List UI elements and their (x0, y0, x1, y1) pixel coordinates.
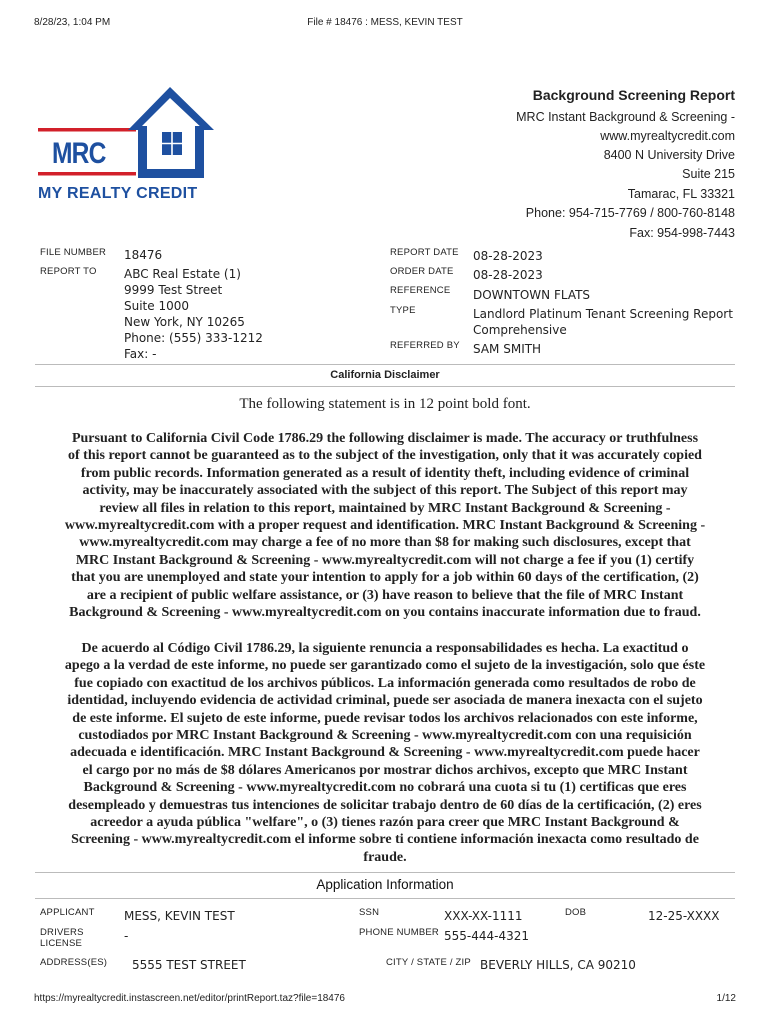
company-line: Tamarac, FL 33321 (627, 187, 735, 201)
disclaimer-line: Screening - www.myrealtycredit.com el informe sobre ti contiene información inexacta como resultado de (71, 832, 699, 848)
report-to-line: 9999 Test Street (124, 283, 223, 297)
disclaimer-line: el cargo por no más de $8 dólares Americanos por mostrar dichos archivos, excepto que MRC Instant (82, 762, 688, 778)
applicant-value: MESS, KEVIN TEST (124, 909, 235, 923)
disclaimer-line: fue copiado con exactitud de los archivos públicos. La información generada como resultados de robo de (74, 675, 696, 691)
ssn-value: XXX-XX-1111 (444, 909, 523, 923)
disclaimer-line: are a recipient of public welfare assistance, or (3) have reason to believe that the file of MRC Instant (86, 587, 684, 603)
referred-by-value: SAM SMITH (473, 342, 542, 356)
disclaimer-line: MRC Instant Background & Screening - www.myrealtycredit.com will not charge a fee if you (1) certify (75, 552, 695, 568)
city-state-zip-label: CITY / STATE / ZIP (386, 957, 471, 968)
disclaimer-line: adecuada e identificación. MRC Instant Background & Screening - www.myrealtycredit.com puede hacer (70, 745, 700, 761)
report-date-value: 08-28-2023 (473, 249, 543, 263)
disclaimer-line: fraude. (363, 849, 407, 865)
logo-initials: MRC (52, 137, 106, 170)
address-label: ADDRESS(ES) (40, 957, 108, 968)
dob-value: 12-25-XXXX (648, 909, 720, 923)
drivers-license-value: - (124, 929, 129, 943)
type-line: Landlord Platinum Tenant Screening Report (473, 307, 733, 321)
drivers-license-label: LICENSE (40, 938, 83, 949)
type-line: Comprehensive (473, 323, 567, 337)
report-to-line: ABC Real Estate (1) (124, 267, 241, 281)
disclaimer-line: www.myrealtycredit.com may charge a fee of no more than $8 for making such disclosures, except that (79, 535, 691, 551)
disclaimer-line: custodiados por MRC Instant Background & Screening - www.myrealtycredit.com con una requisición (78, 728, 692, 744)
report-to-line: Fax: - (124, 347, 157, 361)
dob-label: DOB (565, 907, 587, 918)
drivers-license-label: DRIVERS (40, 927, 84, 938)
company-line: www.myrealtycredit.com (600, 129, 735, 143)
divider (35, 386, 735, 387)
disclaimer-statement: The following statement is in 12 point bold font. (239, 396, 531, 412)
disclaimer-line: Background & Screening - www.myrealtycredit.com no cobrará una cuota si tu (1) certificas que eres (83, 780, 687, 796)
phone-label: PHONE NUMBER (359, 927, 439, 938)
reference-label: REFERENCE (390, 285, 451, 296)
disclaimer-line: that you are unemployed and state your intention to apply for a job within 60 days of the certification, (2) (71, 570, 699, 586)
applicant-label: APPLICANT (40, 907, 95, 918)
report-to-line: Suite 1000 (124, 299, 189, 313)
disclaimer-english (38, 430, 732, 621)
disclaimer-line: de este informe. El sujeto de este informe, puede revisar todos los archivos relacionados con este informe, (72, 710, 698, 726)
disclaimer-line: acreedor a ayuda pública "welfare", o (3) tienes razón para creer que MRC Instant Background & (90, 815, 680, 831)
report-title: Background Screening Report (532, 87, 735, 103)
disclaimer-line: Background & Screening - www.myrealtycredit.com on you contains inaccurate information due to fraud. (69, 605, 701, 621)
company-line: MRC Instant Background & Screening - (516, 110, 735, 124)
order-date-label: ORDER DATE (390, 266, 454, 277)
order-date-value: 08-28-2023 (473, 268, 543, 282)
disclaimer-line: De acuerdo al Código Civil 1786.29, la siguiente renuncia a responsabilidades es hecha. La exactitud o (81, 641, 689, 656)
referred-by-label: REFERRED BY (390, 340, 460, 351)
disclaimer-line: identidad, incluyendo evidencia de actividad criminal, puede ser asociada de manera inexacta con el sujeto (67, 693, 703, 709)
report-date-label: REPORT DATE (390, 247, 459, 258)
disclaimer-line: Pursuant to California Civil Code 1786.29 the following disclaimer is made. The accuracy or truthfulness (71, 431, 699, 446)
file-number-label: FILE NUMBER (40, 247, 107, 258)
disclaimer-line: from public records. Information generated as a result of identity theft, including evidence of criminal (80, 465, 690, 481)
disclaimer-line: www.myrealtycredit.com with a proper request and identification. MRC Instant Background & Screening - (64, 518, 706, 534)
phone-value: 555-444-4321 (444, 929, 530, 943)
company-line: 8400 N University Drive (603, 148, 735, 162)
company-logo (36, 82, 226, 212)
file-number-value: 18476 (124, 248, 163, 262)
application-title: Application Information (316, 877, 454, 892)
reference-value: DOWNTOWN FLATS (473, 288, 591, 302)
disclaimer-line: review all files in relation to this report, maintained by MRC Instant Background & Screening - (99, 500, 671, 516)
company-line: Phone: 954-715-7769 / 800-760-8148 (525, 206, 735, 220)
report-to-label: REPORT TO (40, 266, 97, 277)
disclaimer-line: of this report cannot be guaranteed as to the subject of the investigation, only that it was accurately copied (68, 448, 702, 464)
disclaimer-title: California Disclaimer (330, 369, 440, 381)
print-datetime: 8/28/23, 1:04 PM (34, 17, 111, 28)
report-to-line: Phone: (555) 333-1212 (124, 331, 263, 345)
divider (35, 364, 735, 365)
report-to-line: New York, NY 10265 (124, 315, 245, 329)
company-line: Suite 215 (682, 167, 735, 181)
print-file-title: File # 18476 : MESS, KEVIN TEST (307, 17, 463, 28)
disclaimer-line: apego a la verdad de este informe, no puede ser garantizado como el sujeto de la investigación, solo que éste (64, 658, 706, 674)
logo-name: MY REALTY CREDIT (38, 185, 198, 202)
company-line: Fax: 954-998-7443 (629, 226, 735, 240)
divider (35, 872, 735, 873)
disclaimer-line: activity, may be inaccurately associated with the subject of this report. The Subject of this report may (82, 483, 688, 499)
address-value: 5555 TEST STREET (132, 958, 246, 972)
divider (35, 898, 735, 899)
disclaimer-line: desempleado y demuestras tus intenciones de solicitar trabajo dentro de 60 días de la certificación, (2) eres (68, 797, 702, 813)
city-state-zip-value: BEVERLY HILLS, CA 90210 (480, 958, 636, 972)
disclaimer-spanish (38, 640, 732, 866)
page-number: 1/12 (716, 993, 736, 1004)
print-url: https://myrealtycredit.instascreen.net/editor/printReport.taz?file=18476 (34, 993, 345, 1004)
ssn-label: SSN (359, 907, 380, 918)
type-label: TYPE (390, 305, 416, 316)
